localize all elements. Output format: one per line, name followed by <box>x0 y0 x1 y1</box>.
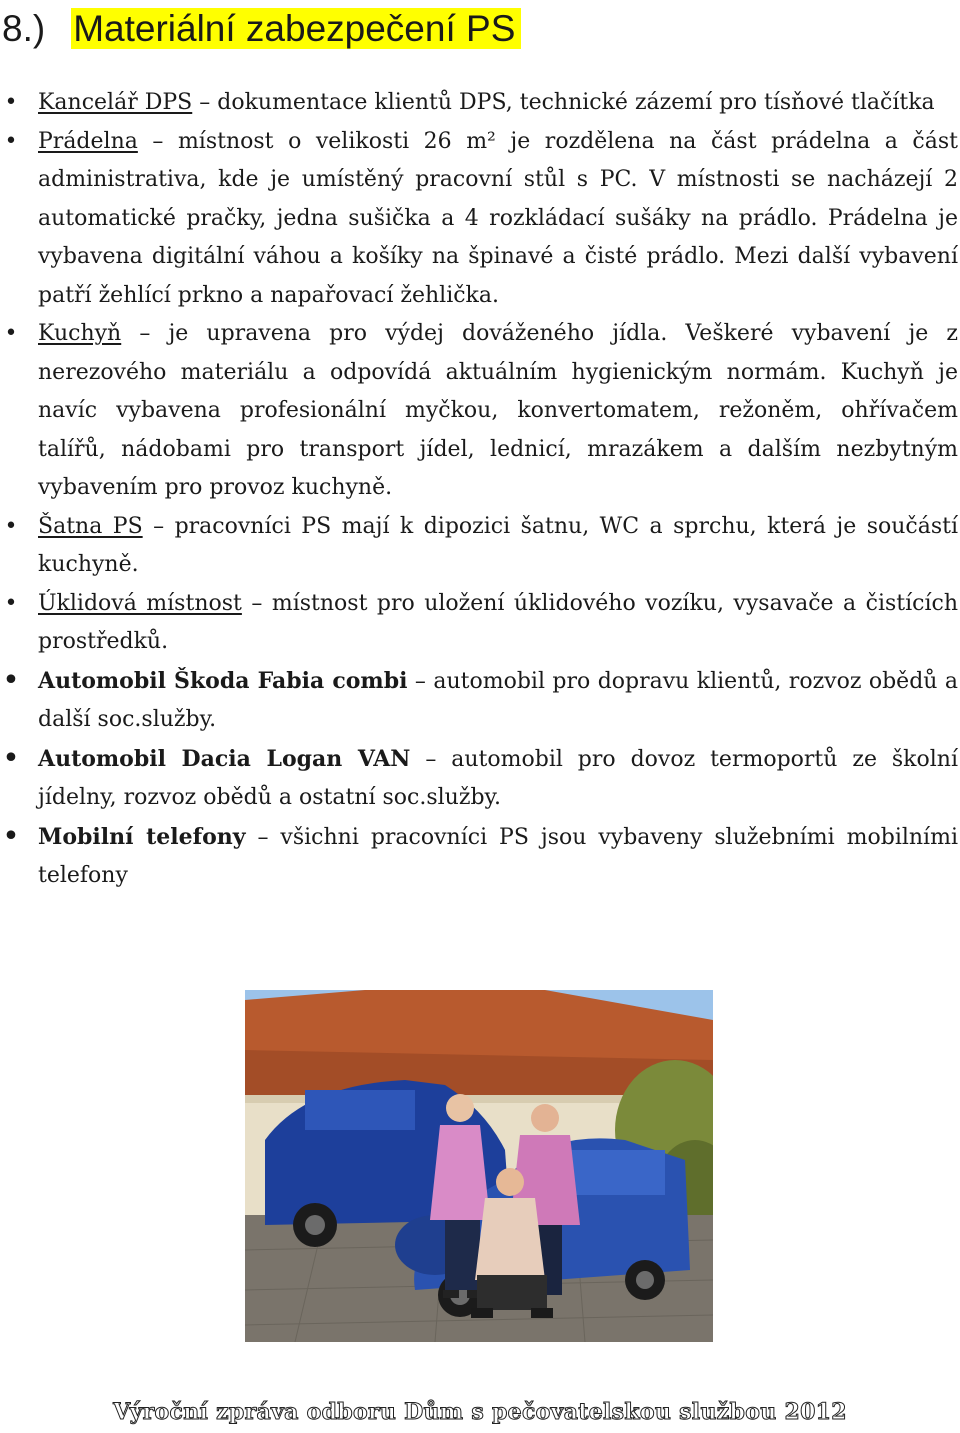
list-item-car-skoda <box>0 662 958 740</box>
item-term: Šatna PS <box>38 513 143 539</box>
item-term: Kuchyň <box>38 321 122 346</box>
bullet-icon: • <box>2 818 20 854</box>
list-item-kitchen <box>0 315 958 508</box>
bullet-icon: • <box>4 321 18 346</box>
item-term: Kancelář DPS <box>38 90 193 115</box>
section-number: 8.) <box>2 8 46 49</box>
list-item-changing-room <box>0 508 958 585</box>
bullet-icon: • <box>4 590 18 616</box>
item-text: – je upravena pro výdej dováženého jídla. Veškeré vybavení je z nerezového materiálu a odpovídá aktuálním hygienickým normám. Kuchyň je navíc vybavena profesionální myčkou, konvertomatem, režoněm, ohřívačem talířů, nádobami pro transport jídel, lednicí, mrazákem a dalším nezbytným vybavením pro provoz kuchyně. <box>38 321 958 500</box>
bullet-icon: • <box>2 740 20 776</box>
item-term: Úklidová místnost <box>38 590 242 616</box>
list-item-car-dacia <box>0 740 958 818</box>
list-item-laundry <box>0 123 958 316</box>
bullet-icon: • <box>4 128 18 154</box>
bullet-icon: • <box>2 662 20 698</box>
item-term: Automobil Dacia Logan VAN <box>38 745 411 772</box>
item-term: Mobilní telefony <box>38 823 246 850</box>
item-text: – pracovníci PS mají k dipozici šatnu, WC a sprchu, která je součástí kuchyně. <box>38 513 959 577</box>
item-term: Automobil Škoda Fabia combi <box>38 667 408 694</box>
section-title: Materiální zabezpečení PS <box>71 8 521 49</box>
bullet-icon: • <box>4 90 18 115</box>
bullet-icon: • <box>4 513 18 539</box>
item-text: – dokumentace klientů DPS, technické zázemí pro tísňové tlačítka <box>199 90 935 115</box>
item-text: – automobil pro dopravu klientů, rozvoz obědů a další soc.služby. <box>38 668 959 732</box>
staff-photo <box>245 990 713 1342</box>
list-item-office <box>0 84 958 123</box>
list-item-phones <box>0 818 958 896</box>
item-text: – všichni pracovníci PS jsou vybaveny služebními mobilními telefony <box>38 824 958 888</box>
list-item-cleaning-room <box>0 585 958 662</box>
section-heading <box>2 6 521 52</box>
item-text: – automobil pro dovoz termoportů ze školní jídelny, rozvoz obědů a ostatní soc.služby. <box>38 746 959 810</box>
page-footer: Výroční zpráva odboru Dům s pečovatelskou službou 2012 <box>113 1399 847 1425</box>
item-text: – místnost o velikosti 26 m² je rozdělena na část prádelna a část administrativa, kde je umístěný pracovní stůl s PC. V místnosti se nacházejí 2 automatické pračky, jedna sušička a 4 rozkládací sušáky na prádlo. Prádelna je vybavena digitální váhou a košíky na špinavé a čisté prádlo. Mezi další vybavení patří žehlící prkno a napařovací žehlička. <box>38 128 958 308</box>
item-text: – místnost pro uložení úklidového vozíku, vysavače a čistících prostředků. <box>38 590 959 654</box>
item-term: Prádelna <box>38 128 138 154</box>
equipment-list <box>0 84 958 896</box>
